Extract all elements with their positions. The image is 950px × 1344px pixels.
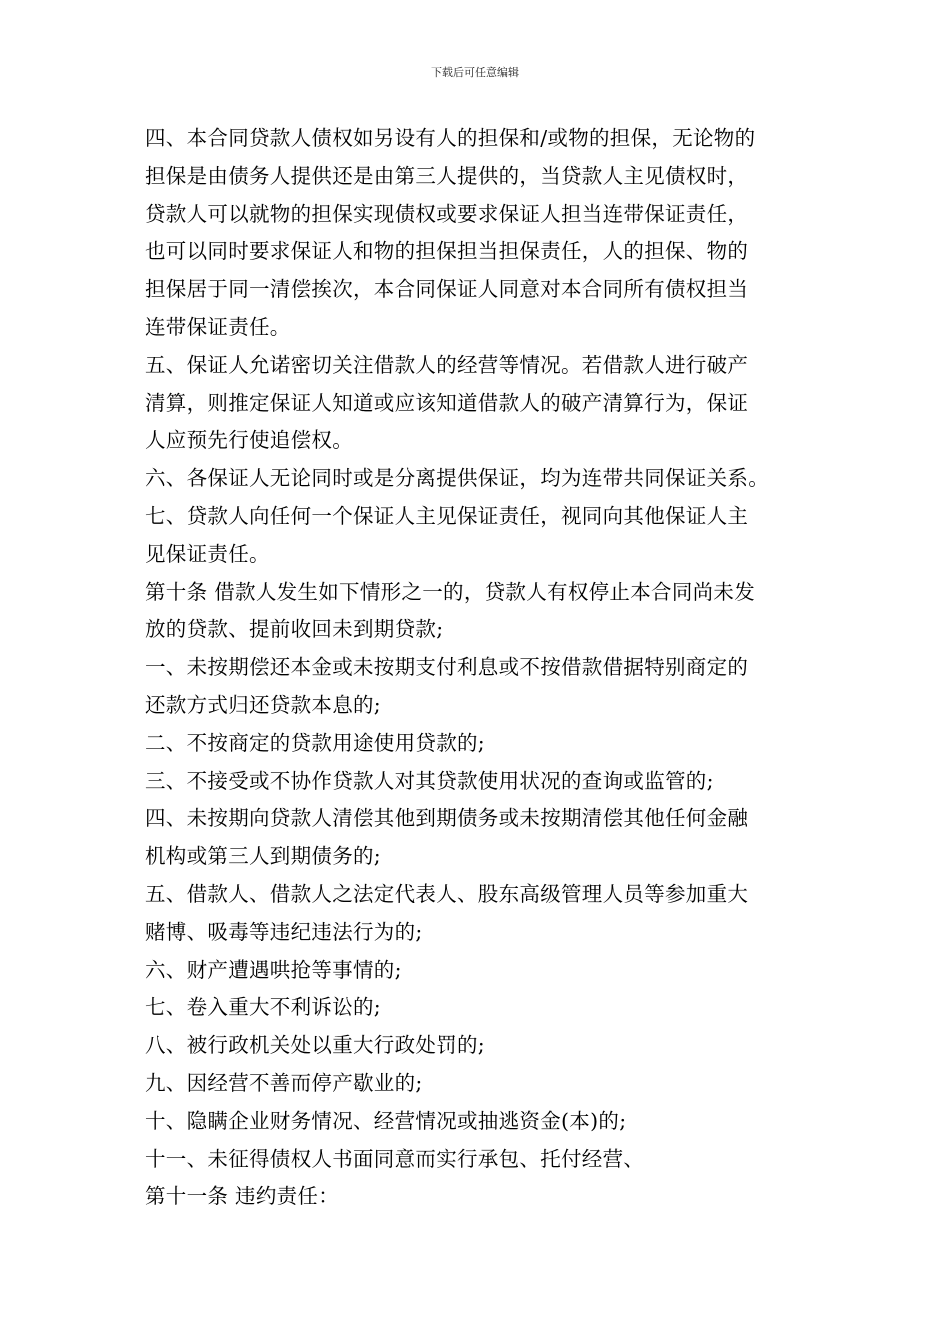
text-line: 也可以同时要求保证人和物的担保担当担保责任，人的担保、物的	[145, 239, 749, 264]
text-line: 三、不接受或不协作贷款人对其贷款使用状况的查询或监管的;	[145, 768, 714, 793]
text-line: 四、本合同贷款人债权如另设有人的担保和/或物的担保，无论物的	[145, 126, 756, 150]
text-line: 还款方式归还贷款本息的;	[145, 692, 382, 717]
text-line: 四、未按期向贷款人清偿其他到期债务或未按期清偿其他任何金融	[145, 806, 749, 831]
text-line: 机构或第三人到期债务的;	[145, 844, 382, 869]
text-line: 第十一条 违约责任：	[145, 1184, 340, 1209]
text-line: 二、不按商定的贷款用途使用贷款的;	[145, 730, 486, 755]
header-note: 下载后可任意编辑	[431, 66, 519, 79]
text-line: 十、隐瞒企业财务情况、经营情况或抽逃资金(本)的;	[145, 1108, 627, 1133]
text-line: 十一、未征得债权人书面同意而实行承包、托付经营、	[145, 1146, 645, 1171]
text-line: 贷款人可以就物的担保实现债权或要求保证人担当连带保证责任，	[145, 201, 749, 226]
text-line: 第十条 借款人发生如下情形之一的，贷款人有权停止本合同尚未发	[145, 579, 756, 604]
text-line: 清算，则推定保证人知道或应该知道借款人的破产清算行为，保证	[145, 390, 749, 415]
text-line: 五、借款人、借款人之法定代表人、股东高级管理人员等参加重大	[145, 881, 749, 906]
text-line: 一、未按期偿还本金或未按期支付利息或不按借款借据特别商定的	[145, 655, 749, 680]
text-line: 担保是由债务人提供还是由第三人提供的，当贷款人主见债权时，	[145, 163, 749, 188]
text-line: 人应预先行使追偿权。	[145, 428, 353, 453]
text-line: 九、因经营不善而停产歇业的;	[145, 1070, 423, 1095]
text-line: 担保居于同一清偿挨次，本合同保证人同意对本合同所有债权担当	[145, 277, 749, 302]
text-line: 八、被行政机关处以重大行政处罚的;	[145, 1033, 486, 1058]
document-body	[145, 120, 815, 1216]
text-line: 放的贷款、提前收回未到期贷款;	[145, 617, 444, 642]
text-line: 赌博、吸毒等违纪违法行为的;	[145, 919, 423, 944]
text-line: 七、贷款人向任何一个保证人主见保证责任，视同向其他保证人主	[145, 503, 749, 528]
text-line: 五、保证人允诺密切关注借款人的经营等情况。若借款人进行破产	[145, 352, 749, 377]
text-line: 七、卷入重大不利诉讼的;	[145, 995, 382, 1020]
text-line: 六、财产遭遇哄抢等事情的;	[145, 957, 402, 982]
text-line: 见保证责任。	[145, 541, 270, 566]
text-line: 六、各保证人无论同时或是分离提供保证，均为连带共同保证关系。	[145, 466, 769, 491]
text-line: 连带保证责任。	[145, 314, 291, 339]
